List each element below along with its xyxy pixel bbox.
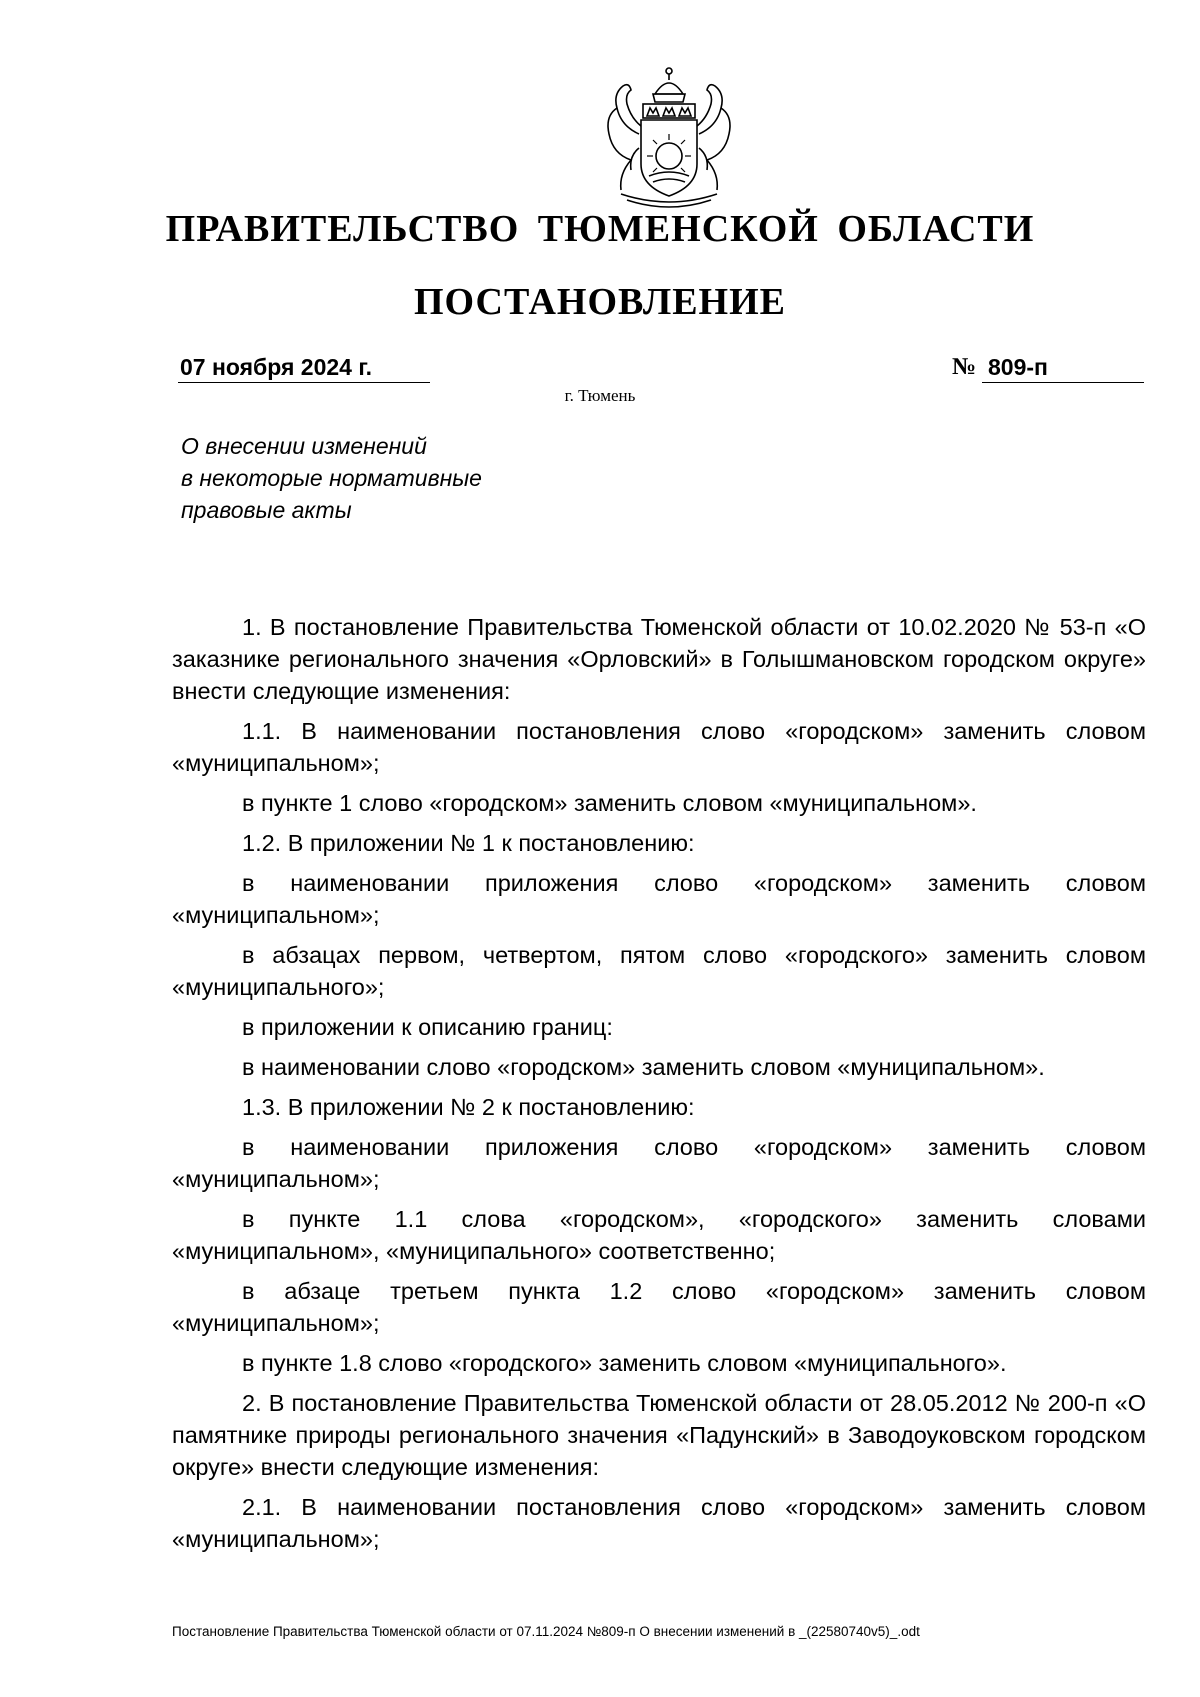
coat-of-arms-icon [591, 64, 747, 212]
document-city: г. Тюмень [564, 386, 636, 405]
paragraph: в пункте 1 слово «городском» заменить словом «муниципальном». [242, 790, 977, 816]
page-footer: Постановление Правительства Тюменской области от 07.11.2024 №809-п О внесении изменений в _(22580740v5)_.odt [172, 1624, 920, 1639]
paragraph: 1.1. В наименовании постановления слово «городском» заменить словом «муниципальном»; [172, 718, 1146, 776]
paragraph: 1. В постановление Правительства Тюменской области от 10.02.2020 № 53-п «О заказнике регионального значения «Орловский» в Голышмановском городском округе» внести следующие изменения: [172, 614, 1146, 704]
paragraph: в абзацах первом, четвертом, пятом слово «городского» заменить словом «муниципального»; [172, 942, 1146, 1000]
government-title: ПРАВИТЕЛЬСТВО ТЮМЕНСКОЙ ОБЛАСТИ [165, 208, 1035, 250]
number-sign: № [952, 354, 977, 380]
paragraph: в пункте 1.1 слова «городском», «городского» заменить словами «муниципальном», «муниципального» соответственно; [172, 1206, 1146, 1264]
document-body [172, 611, 1146, 1563]
document-date: 07 ноября 2024 г. [178, 352, 430, 383]
paragraph: в наименовании приложения слово «городском» заменить словом «муниципальном»; [172, 1134, 1146, 1192]
paragraph: 1.3. В приложении № 2 к постановлению: [242, 1094, 695, 1120]
subject-line: О внесении изменений [181, 433, 427, 459]
subject-line: в некоторые нормативные [181, 465, 482, 491]
paragraph: в наименовании приложения слово «городском» заменить словом «муниципальном»; [172, 870, 1146, 928]
document-number: 809-п [982, 352, 1144, 383]
subject-line: правовые акты [181, 497, 352, 523]
paragraph: в пункте 1.8 слово «городского» заменить словом «муниципального». [242, 1350, 1007, 1376]
document-type: ПОСТАНОВЛЕНИЕ [413, 281, 787, 323]
paragraph: 2.1. В наименовании постановления слово «городском» заменить словом «муниципальном»; [172, 1494, 1146, 1552]
document-subject [181, 430, 601, 526]
paragraph: 1.2. В приложении № 1 к постановлению: [242, 830, 695, 856]
paragraph: в приложении к описанию границ: [242, 1014, 613, 1040]
paragraph: в абзаце третьем пункта 1.2 слово «городском» заменить словом «муниципальном»; [172, 1278, 1146, 1336]
paragraph: в наименовании слово «городском» заменить словом «муниципальном». [242, 1054, 1045, 1080]
paragraph: 2. В постановление Правительства Тюменской области от 28.05.2012 № 200-п «О памятнике природы регионального значения «Падунский» в Заводоуковском городском округе» внести следующие изменения: [172, 1390, 1146, 1480]
